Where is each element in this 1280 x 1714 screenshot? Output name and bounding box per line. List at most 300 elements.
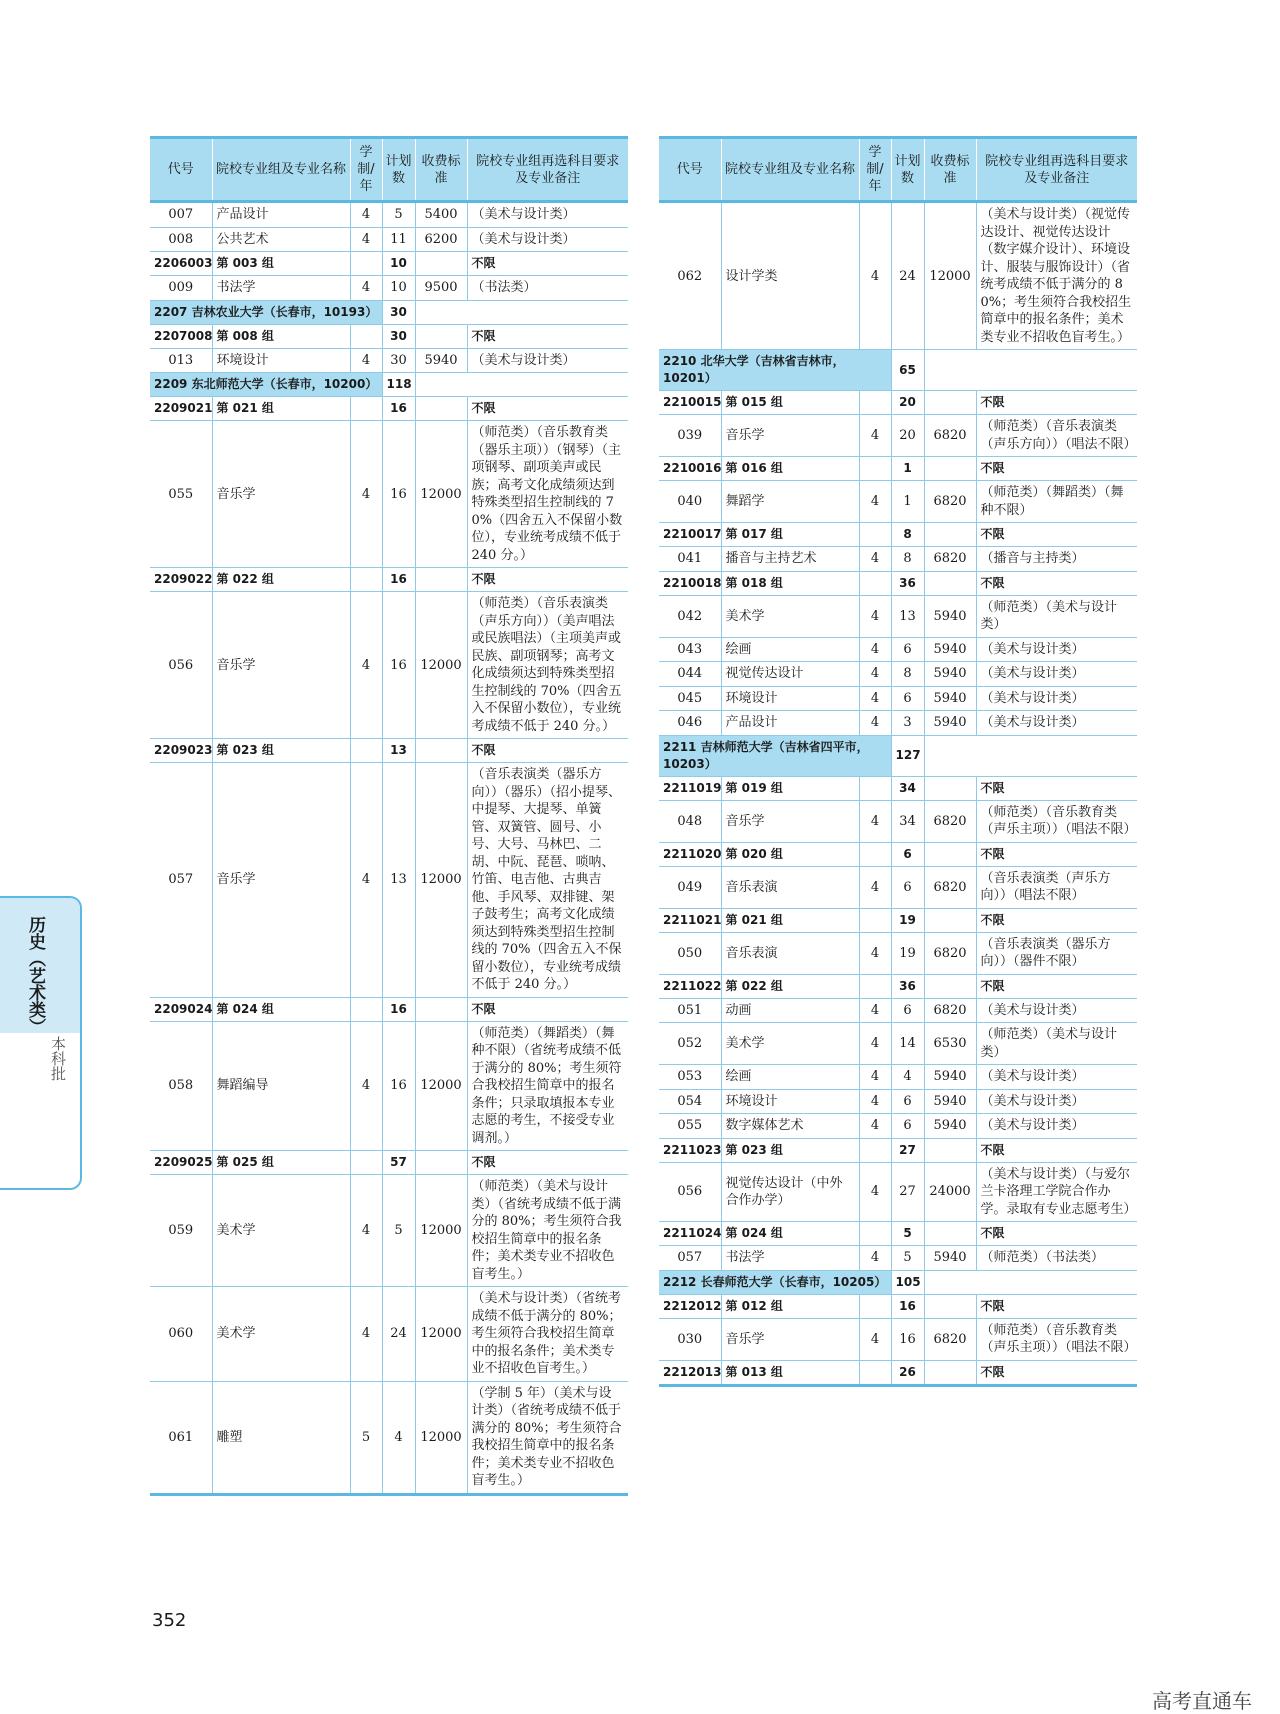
major-years: 4: [350, 421, 382, 568]
major-name: 美术学: [721, 595, 859, 637]
major-row: [659, 637, 1137, 662]
major-row: [150, 421, 628, 568]
major-row: [659, 998, 1137, 1023]
major-code: 056: [659, 1162, 721, 1222]
major-fee: 5940: [924, 662, 976, 687]
university-name: 2210 北华大学（吉林省吉林市，10201）: [659, 350, 891, 391]
group-plan: 5: [891, 1222, 924, 1246]
major-fee: 6820: [924, 481, 976, 523]
major-years: 4: [859, 1318, 891, 1360]
group-plan: 30: [382, 324, 415, 348]
major-code: 055: [659, 1114, 721, 1139]
empty-cell: [924, 735, 1137, 776]
major-note: （音乐表演类（器乐方向））（器乐）（招小提琴、中提琴、大提琴、单簧管、双簧管、圆号、小号、大号、马林巴、二胡、中阮、琵琶、唢呐、竹笛、电吉他、古典吉他、手风琴、双排键、架子鼓考生；高考文化成绩须达到特殊类型招生控制线的 70%（四舍五入不保留小数位），专业统考成绩不低于 240 分。）: [467, 763, 628, 998]
major-years: 4: [350, 1287, 382, 1382]
group-plan: 16: [891, 1294, 924, 1318]
major-years: 4: [859, 686, 891, 711]
major-fee: 9500: [415, 276, 467, 301]
major-plan: 16: [891, 1318, 924, 1360]
group-name: 第 024 组: [212, 997, 350, 1021]
major-plan: 6: [891, 686, 924, 711]
left-admission-table: [150, 136, 628, 1496]
major-plan: 14: [891, 1023, 924, 1065]
major-name: 书法学: [212, 276, 350, 301]
university-row: [659, 350, 1137, 391]
group-requirement: 不限: [467, 568, 628, 592]
page-number: 352: [152, 1610, 187, 1631]
major-plan: 16: [382, 1021, 415, 1151]
major-code: 055: [150, 421, 212, 568]
university-row: [150, 373, 628, 397]
major-code: 046: [659, 711, 721, 736]
empty-cell: [859, 571, 891, 595]
empty-cell: [859, 842, 891, 866]
major-name: 动画: [721, 998, 859, 1023]
major-plan: 11: [382, 227, 415, 252]
header-major: 院校专业组及专业名称: [212, 138, 350, 202]
major-years: 4: [859, 481, 891, 523]
group-code: 2211021: [659, 908, 721, 932]
major-name: 音乐表演: [721, 866, 859, 908]
empty-cell: [924, 457, 976, 481]
university-plan-total: 118: [382, 373, 415, 397]
group-name: 第 023 组: [212, 739, 350, 763]
major-years: 4: [859, 595, 891, 637]
table-header: [150, 138, 628, 202]
group-row: [150, 252, 628, 276]
major-plan: 16: [382, 421, 415, 568]
group-name: 第 019 组: [721, 776, 859, 800]
major-code: 060: [150, 1287, 212, 1382]
group-row: [150, 397, 628, 421]
major-code: 008: [150, 227, 212, 252]
major-years: 4: [859, 932, 891, 974]
university-name: 2207 吉林农业大学（长春市，10193）: [150, 300, 382, 324]
header-notes: 院校专业组再选科目要求及专业备注: [976, 138, 1137, 202]
major-code: 051: [659, 998, 721, 1023]
major-note: （师范类）（舞蹈类）（舞种不限）（省统考成绩不低于满分的 80%；考生须符合我校招生简章中的报名条件；只录取填报本专业志愿的考生，不接受专业调剂。）: [467, 1021, 628, 1151]
major-row: [659, 595, 1137, 637]
major-row: [659, 686, 1137, 711]
group-code: 2209025: [150, 1151, 212, 1175]
major-plan: 4: [382, 1381, 415, 1494]
group-requirement: 不限: [976, 1294, 1137, 1318]
major-name: 环境设计: [721, 686, 859, 711]
group-plan: 20: [891, 391, 924, 415]
group-code: 2210015: [659, 391, 721, 415]
major-code: 044: [659, 662, 721, 687]
major-fee: 5940: [924, 711, 976, 736]
major-note: （美术与设计类）: [976, 1065, 1137, 1090]
empty-cell: [924, 974, 976, 998]
major-plan: 5: [382, 1175, 415, 1287]
university-name: 2212 长春师范大学（长春市，10205）: [659, 1270, 891, 1294]
group-name: 第 003 组: [212, 252, 350, 276]
empty-cell: [350, 252, 382, 276]
major-plan: 6: [891, 1089, 924, 1114]
group-code: 2211024: [659, 1222, 721, 1246]
empty-cell: [415, 568, 467, 592]
major-note: （美术与设计类）: [467, 348, 628, 373]
group-name: 第 017 组: [721, 523, 859, 547]
group-plan: 1: [891, 457, 924, 481]
header-code: 代号: [659, 138, 721, 202]
group-requirement: 不限: [467, 252, 628, 276]
major-note: （师范类）（美术与设计类）（省统考成绩不低于满分的 80%；考生须符合我校招生简章中的报名条件；美术类专业不招收色盲考生。）: [467, 1175, 628, 1287]
group-plan: 13: [382, 739, 415, 763]
empty-cell: [924, 842, 976, 866]
major-years: 4: [859, 1065, 891, 1090]
major-note: （美术与设计类）: [467, 227, 628, 252]
empty-cell: [924, 523, 976, 547]
group-row: [659, 523, 1137, 547]
empty-cell: [350, 997, 382, 1021]
major-name: 绘画: [721, 637, 859, 662]
major-plan: 19: [891, 932, 924, 974]
major-row: [659, 415, 1137, 457]
major-plan: 6: [891, 866, 924, 908]
group-row: [150, 997, 628, 1021]
major-plan: 34: [891, 800, 924, 842]
major-code: 058: [150, 1021, 212, 1151]
university-row: [659, 1270, 1137, 1294]
section-subtitle: 本科批: [49, 1036, 67, 1081]
major-years: 4: [859, 662, 891, 687]
empty-cell: [924, 776, 976, 800]
major-fee: 6820: [924, 415, 976, 457]
group-name: 第 012 组: [721, 1294, 859, 1318]
major-code: 039: [659, 415, 721, 457]
major-years: 4: [350, 1175, 382, 1287]
empty-cell: [415, 252, 467, 276]
group-requirement: 不限: [976, 908, 1137, 932]
header-notes: 院校专业组再选科目要求及专业备注: [467, 138, 628, 202]
major-row: [659, 1065, 1137, 1090]
group-name: 第 023 组: [721, 1138, 859, 1162]
major-note: （美术与设计类）: [467, 202, 628, 228]
group-plan: 27: [891, 1138, 924, 1162]
group-code: 2209023: [150, 739, 212, 763]
major-fee: 6820: [924, 932, 976, 974]
major-name: 美术学: [212, 1287, 350, 1382]
empty-cell: [350, 397, 382, 421]
major-fee: 6820: [924, 866, 976, 908]
major-fee: 6200: [415, 227, 467, 252]
major-row: [150, 1175, 628, 1287]
group-requirement: 不限: [467, 1151, 628, 1175]
major-note: （音乐表演类（器乐方向））（器件不限）: [976, 932, 1137, 974]
group-plan: 19: [891, 908, 924, 932]
major-note: （师范类）（音乐表演类（声乐方向））（美声唱法或民族唱法）（主项美声或民族、副项钢琴；高考文化成绩须达到特殊类型招生控制线的 70%（四舍五入不保留小数位），专业统考成绩不低于 240 分。）: [467, 592, 628, 739]
header-fee: 收费标准: [924, 138, 976, 202]
table-header: [659, 138, 1137, 202]
major-row: [150, 276, 628, 301]
group-name: 第 013 组: [721, 1360, 859, 1385]
group-requirement: 不限: [976, 391, 1137, 415]
major-years: 4: [859, 1089, 891, 1114]
empty-cell: [924, 1270, 1137, 1294]
major-years: 4: [350, 592, 382, 739]
major-fee: 5940: [415, 348, 467, 373]
major-note: （美术与设计类）: [976, 662, 1137, 687]
group-plan: 26: [891, 1360, 924, 1385]
major-code: 061: [150, 1381, 212, 1494]
major-name: 书法学: [721, 1246, 859, 1271]
major-years: 5: [350, 1381, 382, 1494]
empty-cell: [415, 1151, 467, 1175]
group-code: 2209024: [150, 997, 212, 1021]
major-note: （师范类）（音乐教育类（声乐主项））（唱法不限）: [976, 800, 1137, 842]
empty-cell: [859, 1360, 891, 1385]
major-fee: 24000: [924, 1162, 976, 1222]
major-plan: 8: [891, 662, 924, 687]
group-code: 2210018: [659, 571, 721, 595]
major-years: 4: [350, 348, 382, 373]
major-note: （音乐表演类（声乐方向））（唱法不限）: [976, 866, 1137, 908]
major-fee: 6820: [924, 547, 976, 572]
major-fee: 5940: [924, 1065, 976, 1090]
empty-cell: [924, 908, 976, 932]
empty-cell: [415, 997, 467, 1021]
group-name: 第 008 组: [212, 324, 350, 348]
major-years: 4: [859, 711, 891, 736]
group-plan: 16: [382, 568, 415, 592]
major-fee: 5940: [924, 1246, 976, 1271]
major-plan: 27: [891, 1162, 924, 1222]
group-code: 2211020: [659, 842, 721, 866]
major-code: 054: [659, 1089, 721, 1114]
empty-cell: [924, 391, 976, 415]
major-plan: 30: [382, 348, 415, 373]
major-name: 音乐学: [212, 763, 350, 998]
major-row: [659, 1246, 1137, 1271]
group-requirement: 不限: [976, 776, 1137, 800]
major-fee: 5940: [924, 1114, 976, 1139]
major-note: （美术与设计类）: [976, 1089, 1137, 1114]
group-plan: 36: [891, 571, 924, 595]
major-fee: 5940: [924, 1089, 976, 1114]
header-plan: 计划数: [891, 138, 924, 202]
major-note: （美术与设计类）（与爱尔兰卡洛理工学院合作办学。录取有专业志愿考生）: [976, 1162, 1137, 1222]
group-code: 2210016: [659, 457, 721, 481]
major-code: 013: [150, 348, 212, 373]
major-fee: 5400: [415, 202, 467, 228]
major-plan: 3: [891, 711, 924, 736]
group-row: [150, 324, 628, 348]
major-row: [659, 1089, 1137, 1114]
major-row: [659, 932, 1137, 974]
empty-cell: [924, 350, 1137, 391]
major-row: [150, 227, 628, 252]
major-code: 040: [659, 481, 721, 523]
university-row: [659, 735, 1137, 776]
major-years: 4: [859, 547, 891, 572]
major-name: 环境设计: [721, 1089, 859, 1114]
empty-cell: [859, 1222, 891, 1246]
group-code: 2212012: [659, 1294, 721, 1318]
major-note: （师范类）（音乐教育类（声乐主项））（唱法不限）: [976, 1318, 1137, 1360]
major-code: 053: [659, 1065, 721, 1090]
major-note: （美术与设计类）（视觉传达设计、视觉传达设计（数字媒介设计）、环境设计、服装与服饰设计）（省统考成绩不低于满分的 80%；考生须符合我校招生简章中的报名条件；美术类专业不招收色盲考生。）: [976, 202, 1137, 350]
group-plan: 10: [382, 252, 415, 276]
major-row: [659, 481, 1137, 523]
empty-cell: [859, 908, 891, 932]
empty-cell: [924, 571, 976, 595]
empty-cell: [350, 324, 382, 348]
major-fee: 6820: [924, 998, 976, 1023]
major-row: [150, 763, 628, 998]
group-code: 2207008: [150, 324, 212, 348]
group-requirement: 不限: [467, 739, 628, 763]
major-code: 059: [150, 1175, 212, 1287]
header-fee: 收费标准: [415, 138, 467, 202]
major-years: 4: [350, 276, 382, 301]
group-requirement: 不限: [467, 397, 628, 421]
major-years: 4: [859, 415, 891, 457]
major-note: （美术与设计类）: [976, 637, 1137, 662]
major-fee: 5940: [924, 637, 976, 662]
major-plan: 1: [891, 481, 924, 523]
group-requirement: 不限: [976, 457, 1137, 481]
university-plan-total: 30: [382, 300, 415, 324]
major-name: 设计学类: [721, 202, 859, 350]
major-note: （师范类）（书法类）: [976, 1246, 1137, 1271]
major-row: [659, 1162, 1137, 1222]
major-years: 4: [859, 202, 891, 350]
major-plan: 24: [382, 1287, 415, 1382]
major-row: [150, 592, 628, 739]
group-code: 2211019: [659, 776, 721, 800]
major-years: 4: [859, 1023, 891, 1065]
major-years: 4: [859, 637, 891, 662]
major-name: 音乐学: [721, 800, 859, 842]
group-row: [659, 776, 1137, 800]
header-plan: 计划数: [382, 138, 415, 202]
major-code: 009: [150, 276, 212, 301]
group-name: 第 018 组: [721, 571, 859, 595]
group-plan: 57: [382, 1151, 415, 1175]
major-name: 公共艺术: [212, 227, 350, 252]
major-fee: 12000: [415, 1287, 467, 1382]
header-years: 学制/年: [350, 138, 382, 202]
empty-cell: [924, 1360, 976, 1385]
group-name: 第 015 组: [721, 391, 859, 415]
empty-cell: [859, 1294, 891, 1318]
group-code: 2212013: [659, 1360, 721, 1385]
group-row: [659, 1294, 1137, 1318]
major-name: 舞蹈编导: [212, 1021, 350, 1151]
major-plan: 13: [382, 763, 415, 998]
major-fee: 6820: [924, 800, 976, 842]
major-note: （美术与设计类）: [976, 711, 1137, 736]
group-row: [659, 974, 1137, 998]
major-years: 4: [859, 1162, 891, 1222]
group-name: 第 016 组: [721, 457, 859, 481]
major-name: 舞蹈学: [721, 481, 859, 523]
major-years: 4: [350, 763, 382, 998]
empty-cell: [924, 1222, 976, 1246]
group-code: 2211023: [659, 1138, 721, 1162]
major-code: 057: [659, 1246, 721, 1271]
major-code: 045: [659, 686, 721, 711]
group-row: [659, 1360, 1137, 1385]
group-row: [659, 1138, 1137, 1162]
major-code: 052: [659, 1023, 721, 1065]
major-code: 050: [659, 932, 721, 974]
major-name: 音乐表演: [721, 932, 859, 974]
empty-cell: [859, 1138, 891, 1162]
major-note: （师范类）（音乐表演类（声乐方向））（唱法不限）: [976, 415, 1137, 457]
major-row: [150, 348, 628, 373]
header-code: 代号: [150, 138, 212, 202]
major-note: （美术与设计类）: [976, 686, 1137, 711]
major-note: （师范类）（美术与设计类）: [976, 1023, 1137, 1065]
major-note: （师范类）（音乐教育类（器乐主项））（钢琴）（主项钢琴、副项美声或民族；高考文化成绩须达到特殊类型招生控制线的 70%（四舍五入不保留小数位），专业统考成绩不低于 240 分。）: [467, 421, 628, 568]
major-name: 美术学: [212, 1175, 350, 1287]
major-years: 4: [350, 227, 382, 252]
major-code: 049: [659, 866, 721, 908]
major-code: 041: [659, 547, 721, 572]
major-code: 057: [150, 763, 212, 998]
empty-cell: [415, 739, 467, 763]
group-requirement: 不限: [976, 571, 1137, 595]
major-row: [659, 1023, 1137, 1065]
group-plan: 34: [891, 776, 924, 800]
group-requirement: 不限: [976, 1222, 1137, 1246]
group-requirement: 不限: [976, 842, 1137, 866]
empty-cell: [415, 373, 628, 397]
empty-cell: [859, 776, 891, 800]
university-plan-total: 105: [891, 1270, 924, 1294]
major-name: 音乐学: [212, 592, 350, 739]
major-row: [659, 800, 1137, 842]
major-name: 音乐学: [721, 415, 859, 457]
group-row: [659, 1222, 1137, 1246]
group-row: [150, 739, 628, 763]
major-fee: 12000: [415, 592, 467, 739]
major-name: 产品设计: [212, 202, 350, 228]
major-fee: 6530: [924, 1023, 976, 1065]
empty-cell: [350, 739, 382, 763]
major-fee: 12000: [415, 1175, 467, 1287]
university-row: [150, 300, 628, 324]
major-years: 4: [859, 1246, 891, 1271]
group-row: [659, 391, 1137, 415]
group-row: [659, 842, 1137, 866]
major-plan: 13: [891, 595, 924, 637]
major-name: 视觉传达设计: [721, 662, 859, 687]
major-plan: 6: [891, 1114, 924, 1139]
major-row: [659, 1318, 1137, 1360]
group-row: [659, 908, 1137, 932]
group-name: 第 024 组: [721, 1222, 859, 1246]
major-code: 042: [659, 595, 721, 637]
major-note: （书法类）: [467, 276, 628, 301]
major-note: （美术与设计类）: [976, 998, 1137, 1023]
university-name: 2209 东北师范大学（长春市，10200）: [150, 373, 382, 397]
empty-cell: [859, 523, 891, 547]
group-row: [659, 457, 1137, 481]
major-name: 音乐学: [721, 1318, 859, 1360]
major-fee: 5940: [924, 595, 976, 637]
major-note: （师范类）（美术与设计类）: [976, 595, 1137, 637]
major-code: 056: [150, 592, 212, 739]
major-name: 美术学: [721, 1023, 859, 1065]
major-plan: 6: [891, 998, 924, 1023]
major-row: [150, 1021, 628, 1151]
major-plan: 4: [891, 1065, 924, 1090]
major-row: [659, 547, 1137, 572]
